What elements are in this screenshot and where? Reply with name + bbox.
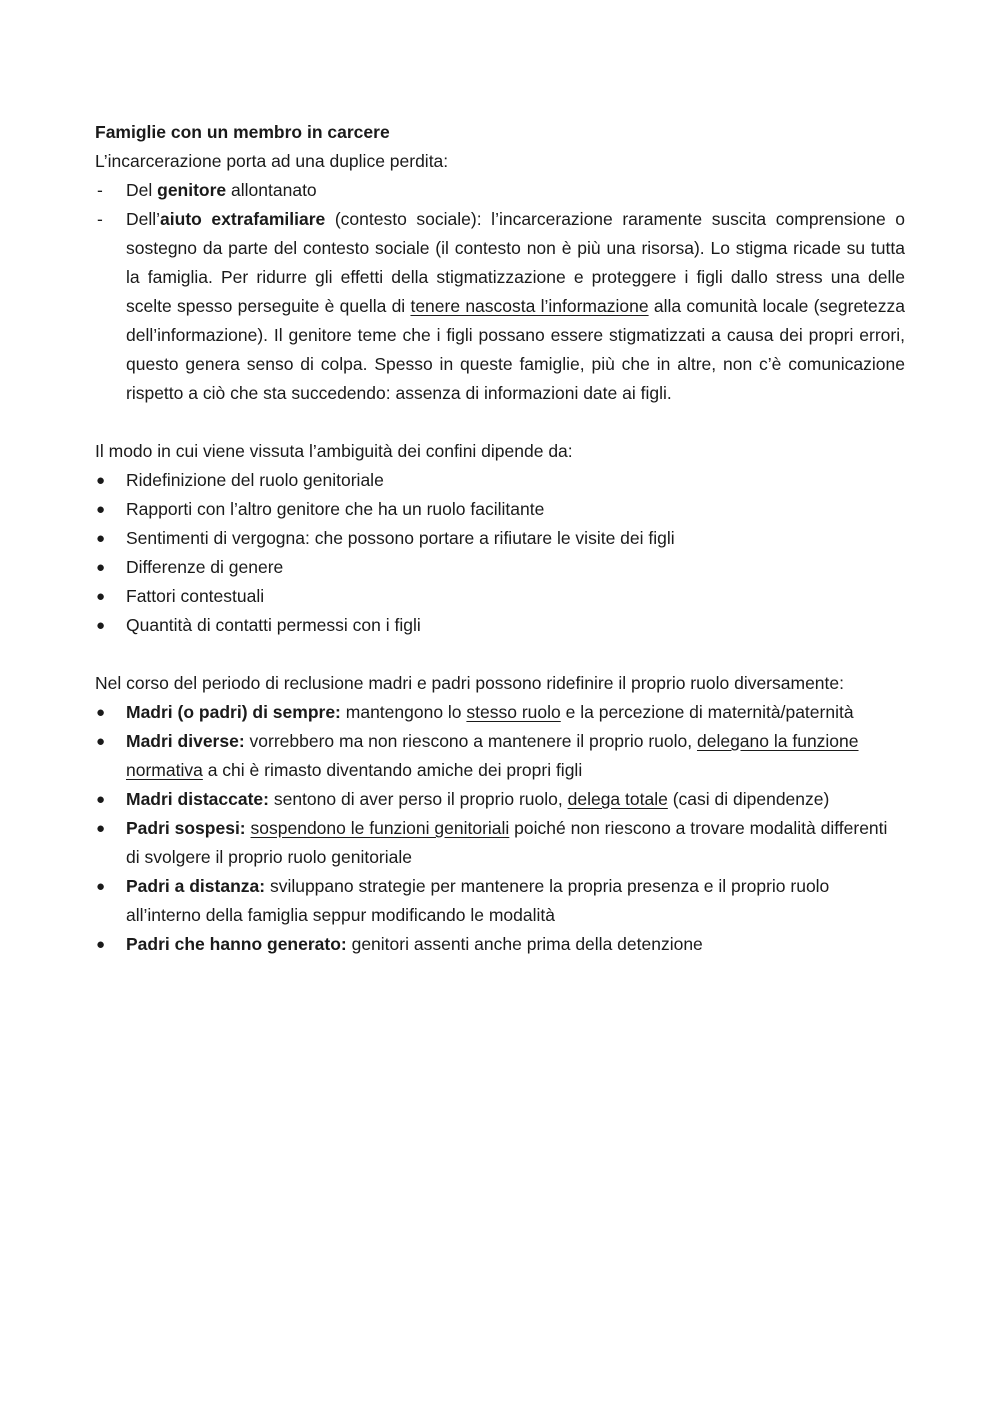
bullet-icon: ● xyxy=(96,559,106,576)
item-text: e la percezione di maternità/paternità xyxy=(560,702,854,722)
item-text: Dell’ xyxy=(126,209,161,229)
item-bold-text: Madri diverse: xyxy=(126,731,245,751)
list-item xyxy=(95,814,905,872)
roles-intro: Nel corso del periodo di reclusione madri e padri possono ridefinire il proprio ruolo diversamente: xyxy=(95,673,844,693)
item-bold-text: Padri sospesi: xyxy=(126,818,246,838)
list-item xyxy=(95,553,905,582)
item-text: Ridefinizione del ruolo genitoriale xyxy=(126,470,384,490)
ambiguity-factors-list xyxy=(95,466,905,640)
item-text: poiché non riescono a trovare modalità differenti di svolgere il proprio ruolo genitoriale xyxy=(126,818,888,867)
item-text: Sentimenti di vergogna: che possono portare a rifiutare le visite dei figli xyxy=(126,528,675,548)
bullet-icon: ● xyxy=(96,936,106,953)
item-text: Rapporti con l’altro genitore che ha un ruolo facilitante xyxy=(126,499,545,519)
list-item xyxy=(95,698,905,727)
item-text: sentono di aver perso il proprio ruolo, xyxy=(268,789,568,809)
item-text: (contesto sociale): l’incarcerazione raramente suscita comprensione o sostegno da parte del contesto sociale (il contesto non è più una risorsa). Lo stigma ricade su tutta la famiglia. Per ridurre gli effetti della stigmatizzazione e proteggere i figli dallo stress una delle scelte spesso perseguite è quella di xyxy=(126,209,905,316)
item-bold-text: Madri distaccate: xyxy=(126,789,269,809)
item-underlined-text: delega totale xyxy=(567,789,668,809)
item-underlined-text: tenere nascosta l’informazione xyxy=(410,296,649,316)
item-bold-text: genitore xyxy=(157,180,227,200)
item-text: Differenze di genere xyxy=(126,557,284,577)
item-text: a chi è rimasto diventando amiche dei propri figli xyxy=(202,760,583,780)
item-text: Del xyxy=(126,180,158,200)
item-text: mantengono lo xyxy=(340,702,467,722)
ambiguity-intro: Il modo in cui viene vissuta l’ambiguità dei confini dipende da: xyxy=(95,441,573,461)
item-bold-text: Padri a distanza: xyxy=(126,876,266,896)
item-text: allontanato xyxy=(226,180,317,200)
list-item xyxy=(95,582,905,611)
losses-list xyxy=(95,176,905,408)
dash-marker: - xyxy=(97,180,103,200)
item-underlined-text: stesso ruolo xyxy=(466,702,561,722)
bullet-icon: ● xyxy=(96,820,106,837)
roles-list xyxy=(95,698,905,959)
item-text: alla comunità locale (segretezza dell’informazione). Il genitore teme che i figli possano essere stigmatizzati a causa dei propri errori, questo genera senso di colpa. Spesso in queste famiglie, più che in altre, non c’è comunicazione rispetto a ciò che sta succedendo: assenza di informazioni date ai figli. xyxy=(126,296,905,403)
bullet-icon: ● xyxy=(96,617,106,634)
list-item xyxy=(95,727,905,785)
list-item xyxy=(95,205,905,408)
list-item xyxy=(95,611,905,640)
list-item xyxy=(95,495,905,524)
bullet-icon: ● xyxy=(96,588,106,605)
list-item xyxy=(95,176,905,205)
list-item xyxy=(95,872,905,930)
item-text: Fattori contestuali xyxy=(126,586,265,606)
item-text: Quantità di contatti permessi con i figli xyxy=(126,615,421,635)
item-underlined-text: sospendono le funzioni genitoriali xyxy=(250,818,510,838)
paragraph-gap xyxy=(95,408,905,437)
item-text: vorrebbero ma non riescono a mantenere il proprio ruolo, xyxy=(244,731,697,751)
bullet-icon: ● xyxy=(96,733,106,750)
item-bold-text: Padri che hanno generato: xyxy=(126,934,347,954)
document-body xyxy=(95,118,905,959)
list-item xyxy=(95,785,905,814)
list-item xyxy=(95,524,905,553)
item-bold-text: Madri (o padri) di sempre: xyxy=(126,702,341,722)
dash-marker: - xyxy=(97,209,103,229)
intro-paragraph: L’incarcerazione porta ad una duplice perdita: xyxy=(95,151,449,171)
list-item xyxy=(95,466,905,495)
bullet-icon: ● xyxy=(96,472,106,489)
section-title: Famiglie con un membro in carcere xyxy=(95,122,390,142)
paragraph-gap xyxy=(95,640,905,669)
item-underlined-text: delegano la funzione normativa xyxy=(126,731,859,780)
bullet-icon: ● xyxy=(96,501,106,518)
bullet-icon: ● xyxy=(96,704,106,721)
bullet-icon: ● xyxy=(96,791,106,808)
item-text: (casi di dipendenze) xyxy=(667,789,830,809)
list-item xyxy=(95,930,905,959)
bullet-icon: ● xyxy=(96,530,106,547)
item-text: sviluppano strategie per mantenere la propria presenza e il proprio ruolo all’interno della famiglia seppur modificando le modalità xyxy=(126,876,830,925)
bullet-icon: ● xyxy=(96,878,106,895)
item-text: genitori assenti anche prima della detenzione xyxy=(346,934,703,954)
item-bold-text: aiuto extrafamiliare xyxy=(160,209,326,229)
